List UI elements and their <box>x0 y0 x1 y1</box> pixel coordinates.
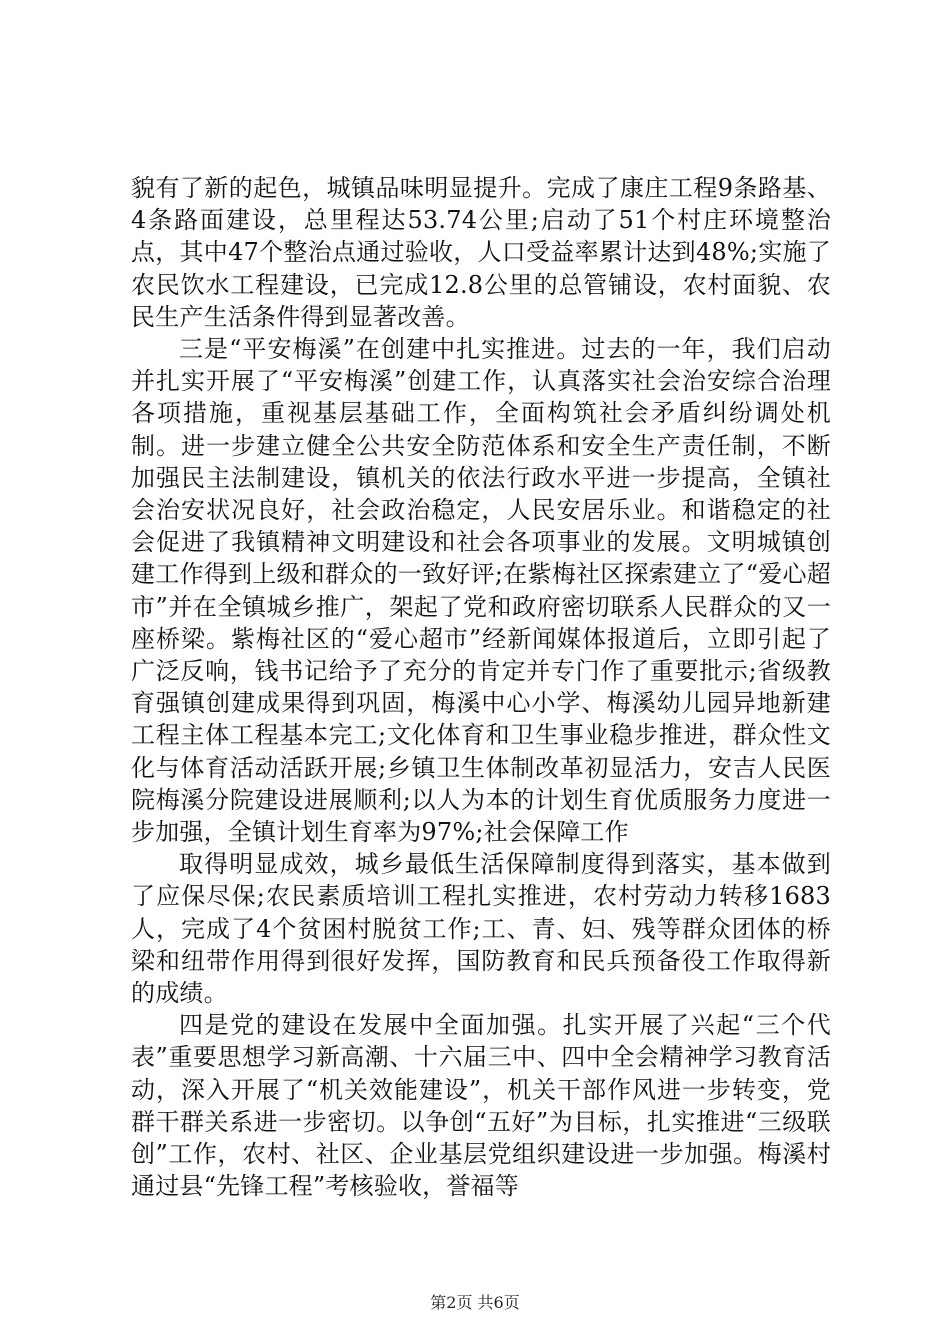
document-body <box>131 172 831 1203</box>
paragraph-safe-meixi: 三是“平安梅溪”在创建中扎实推进。过去的一年，我们启动并扎实开展了“平安梅溪”创建工作，认真落实社会治安综合治理各项措施，重视基层基础工作，全面构筑社会矛盾纠纷调处机制。进一步建立健全公共安全防范体系和安全生产责任制，不断加强民主法制建设，镇机关的依法行政水平进一步提高，全镇社会治安状况良好，社会政治稳定，人民安居乐业。和谐稳定的社会促进了我镇精神文明建设和社会各项事业的发展。文明城镇创建工作得到上级和群众的一致好评;在紫梅社区探索建立了“爱心超市”并在全镇城乡推广，架起了党和政府密切联系人民群众的又一座桥梁。紫梅社区的“爱心超市”经新闻媒体报道后，立即引起了广泛反响，钱书记给予了充分的肯定并专门作了重要批示;省级教育强镇创建成果得到巩固，梅溪中心小学、梅溪幼儿园异地新建工程主体工程基本完工;文化体育和卫生事业稳步推进，群众性文化与体育活动活跃开展;乡镇卫生体制改革初显活力，安吉人民医院梅溪分院建设进展顺利;以人为本的计划生育优质服务力度进一步加强，全镇计划生育率为97%;社会保障工作 <box>131 335 831 847</box>
paragraph-road-and-village-construction: 貌有了新的起色，城镇品味明显提升。完成了康庄工程9条路基、4条路面建设，总里程达53.74公里;启动了51个村庄环境整治点，其中47个整治点通过验收，人口受益率累计达到48%;实施了农民饮水工程建设，已完成12.8公里的总管铺设，农村面貌、农民生产生活条件得到显著改善。 <box>131 174 831 331</box>
page-number-footer: 第2页 共6页 <box>430 1293 520 1312</box>
paragraph-social-security-results: 取得明显成效，城乡最低生活保障制度得到落实，基本做到了应保尽保;农民素质培训工程扎实推进，农村劳动力转移1683人，完成了4个贫困村脱贫工作;工、青、妇、残等群众团体的桥梁和纽带作用得到很好发挥，国防教育和民兵预备役工作取得新的成绩。 <box>131 850 831 1008</box>
paragraph-party-building: 四是党的建设在发展中全面加强。扎实开展了兴起“三个代表”重要思想学习新高潮、十六届三中、四中全会精神学习教育活动，深入开展了“机关效能建设”，机关干部作风进一步转变，党群干群关系进一步密切。以争创“五好”为目标，扎实推进“三级联创”工作，农村、社区、企业基层党组织建设进一步加强。梅溪村通过县“先锋工程”考核验收，誉福等 <box>131 1011 831 1201</box>
